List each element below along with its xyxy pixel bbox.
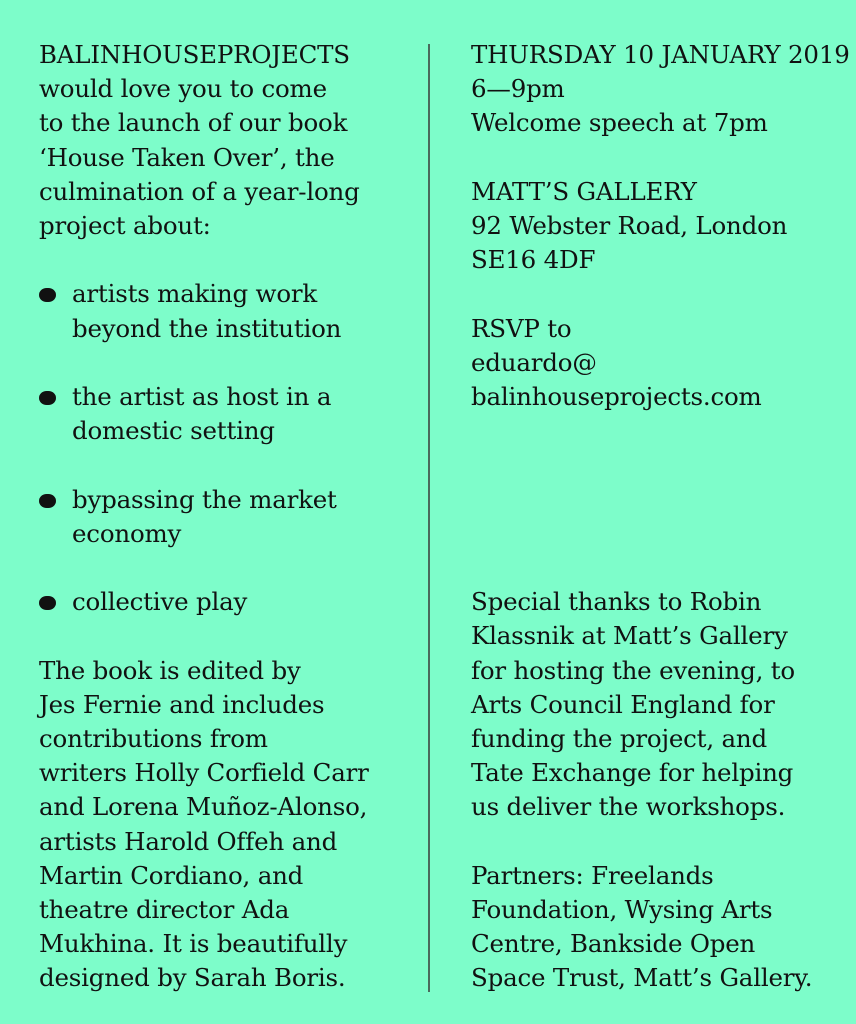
partners-line: Centre, Bankside Open: [471, 929, 756, 959]
book-line: artists Harold Offeh and: [39, 826, 338, 856]
spacer: [471, 414, 851, 585]
intro-line: culmination of a year-long: [39, 176, 360, 206]
book-line: Jes Fernie and includes: [39, 689, 325, 719]
partners-paragraph: [471, 859, 851, 996]
rsvp-label: RSVP to: [471, 313, 572, 343]
thanks-line: Arts Council England for: [471, 689, 775, 719]
thanks-line: us deliver the workshops.: [471, 792, 786, 822]
column-divider: [428, 44, 430, 992]
book-line: The book is edited by: [39, 655, 301, 685]
intro-line: project about:: [39, 211, 211, 241]
right-column: [471, 38, 851, 996]
bullet-item: [39, 585, 411, 619]
time-line: 6—9pm: [471, 74, 565, 104]
organisation-name: BALINHOUSEPROJECTS: [39, 40, 350, 69]
bullet-text: economy: [72, 518, 182, 548]
thanks-line: funding the project, and: [471, 724, 767, 754]
thanks-line: Special thanks to Robin: [471, 587, 762, 617]
bullet-text: collective play: [72, 587, 248, 617]
thanks-line: Tate Exchange for helping: [471, 758, 794, 788]
book-line: Martin Cordiano, and: [39, 860, 304, 890]
spacer: [39, 346, 411, 380]
book-line: contributions from: [39, 723, 268, 753]
spacer: [39, 448, 411, 482]
book-line: designed by Sarah Boris.: [39, 963, 346, 993]
rsvp-email-part: eduardo@: [471, 347, 597, 377]
book-line: writers Holly Corfield Carr: [39, 758, 369, 788]
bullet-text: the artist as host in a: [72, 382, 332, 411]
partners-line: Space Trust, Matt’s Gallery.: [471, 963, 813, 993]
partners-line: Partners: Freelands: [471, 860, 714, 890]
book-line: theatre director Ada: [39, 895, 290, 924]
thanks-line: for hosting the evening, to: [471, 655, 795, 685]
spacer: [471, 141, 851, 175]
bullet-item: [39, 380, 411, 448]
bullet-item: [39, 483, 411, 551]
bullet-text: domestic setting: [72, 416, 275, 446]
spacer: [471, 825, 851, 859]
book-line: Mukhina. It is beautifully: [39, 929, 348, 959]
intro-line: to the launch of our book: [39, 108, 348, 138]
speech-line: Welcome speech at 7pm: [471, 108, 768, 138]
bullet-dot-icon: [39, 288, 56, 302]
bullet-dot-icon: [39, 596, 56, 610]
book-line: and Lorena Muñoz-Alonso,: [39, 792, 368, 822]
spacer: [39, 551, 411, 585]
bullet-text: artists making work: [72, 279, 318, 309]
date-line: THURSDAY 10 JANUARY 2019: [471, 40, 850, 69]
rsvp-email-domain: balinhouseprojects.com: [471, 382, 762, 411]
book-paragraph: [39, 654, 411, 996]
left-column: [39, 38, 411, 996]
rsvp: [471, 312, 851, 415]
bullet-dot-icon: [39, 391, 56, 405]
venue-postcode: SE16 4DF: [471, 245, 596, 275]
thanks-paragraph: [471, 585, 851, 824]
bullet-dot-icon: [39, 494, 56, 508]
event-date: [471, 38, 851, 141]
intro-line: ‘House Taken Over’, the: [39, 142, 335, 172]
venue: [471, 175, 851, 278]
bullet-item: [39, 277, 411, 345]
venue-name: MATT’S GALLERY: [471, 176, 697, 206]
intro-line: would love you to come: [39, 74, 327, 104]
intro-paragraph: [39, 38, 411, 243]
thanks-line: Klassnik at Matt’s Gallery: [471, 621, 788, 651]
spacer: [471, 277, 851, 311]
venue-address: 92 Webster Road, London: [471, 211, 788, 240]
bullet-text: bypassing the market: [72, 484, 337, 514]
bullet-text: beyond the institution: [72, 313, 342, 343]
spacer: [39, 619, 411, 653]
partners-line: Foundation, Wysing Arts: [471, 895, 773, 925]
spacer: [39, 243, 411, 277]
